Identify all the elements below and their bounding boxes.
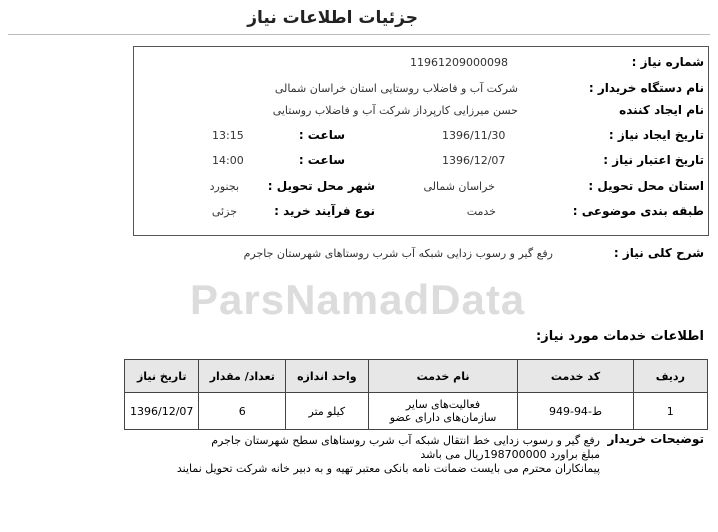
cell-name-line2: سازمان‌های دارای عضو (389, 411, 497, 424)
buyer-notes-line2: مبلغ براورد 198700000ریال می باشد (420, 448, 600, 461)
creator-value: حسن میرزایی کارپرداز شرکت آب و فاضلاب روستایی (272, 104, 518, 117)
services-title: اطلاعات خدمات مورد نیاز: (536, 329, 704, 344)
need-number-label: شماره نیاز : (631, 55, 704, 69)
cell-qty: 6 (199, 393, 286, 430)
create-date-label: تاریخ ایجاد نیاز : (608, 128, 704, 142)
valid-time-value: 14:00 (212, 154, 244, 167)
category-label: طبقه بندی موضوعی : (572, 204, 704, 218)
create-date-value: 1396/11/30 (442, 129, 506, 142)
services-table (124, 359, 708, 430)
cell-row: 1 (633, 393, 707, 430)
cell-name (368, 393, 518, 430)
title-divider (8, 34, 710, 35)
col-name-header: نام خدمت (368, 360, 518, 393)
create-time-value: 13:15 (212, 129, 244, 142)
valid-date-value: 1396/12/07 (442, 154, 506, 167)
summary-label: شرح کلی نیاز : (613, 246, 704, 260)
need-number-value: 11961209000098 (410, 56, 508, 69)
col-unit-header: واحد اندازه (286, 360, 369, 393)
cell-date: 1396/12/07 (125, 393, 199, 430)
table-row (125, 393, 708, 430)
city-label: شهر محل تحویل : (267, 179, 375, 193)
buyer-notes-line3: پیمانکاران محترم می بایست ضمانت نامه بانکی معتبر تهیه و به دبیر خانه شرکت تحویل نمایند (176, 462, 600, 475)
services-header-row (125, 360, 708, 393)
category-value: خدمت (466, 205, 496, 218)
watermark: ParsNamadData (190, 276, 526, 323)
valid-date-label: تاریخ اعتبار نیاز : (603, 153, 704, 167)
page-title: جزئیات اطلاعات نیاز (247, 8, 418, 28)
col-row-header: ردیف (633, 360, 707, 393)
buyer-notes-label: توضیحات خریدار (607, 432, 704, 446)
creator-label: نام ایجاد کننده (619, 103, 704, 117)
province-label: استان محل تحویل : (588, 179, 704, 193)
buyer-value: شرکت آب و فاضلاب روستایی استان خراسان شمالی (274, 82, 518, 95)
buyer-label: نام دستگاه خریدار : (588, 81, 704, 95)
summary-text: رفع گیر و رسوب زدایی شبکه آب شرب روستاهای شهرستان جاجرم (243, 247, 553, 260)
province-value: خراسان شمالی (423, 180, 495, 193)
col-qty-header: تعداد/ مقدار (199, 360, 286, 393)
buyer-notes-line1: رفع گیر و رسوب زدایی خط انتقال شبکه آب شرب روستاهای سطح شهرستان جاجرم (211, 434, 600, 447)
city-value: بجنورد (209, 180, 239, 193)
col-code-header: کد خدمت (518, 360, 633, 393)
cell-name-line1: فعالیت‌های سایر (405, 398, 481, 411)
valid-time-label: ساعت : (298, 153, 345, 167)
cell-unit: کیلو متر (286, 393, 369, 430)
create-time-label: ساعت : (298, 128, 345, 142)
process-value: جزئی (211, 205, 237, 218)
cell-code: ط-94-949 (518, 393, 633, 430)
col-date-header: تاریخ نیاز (125, 360, 199, 393)
process-label: نوع فرآیند خرید : (274, 204, 375, 218)
